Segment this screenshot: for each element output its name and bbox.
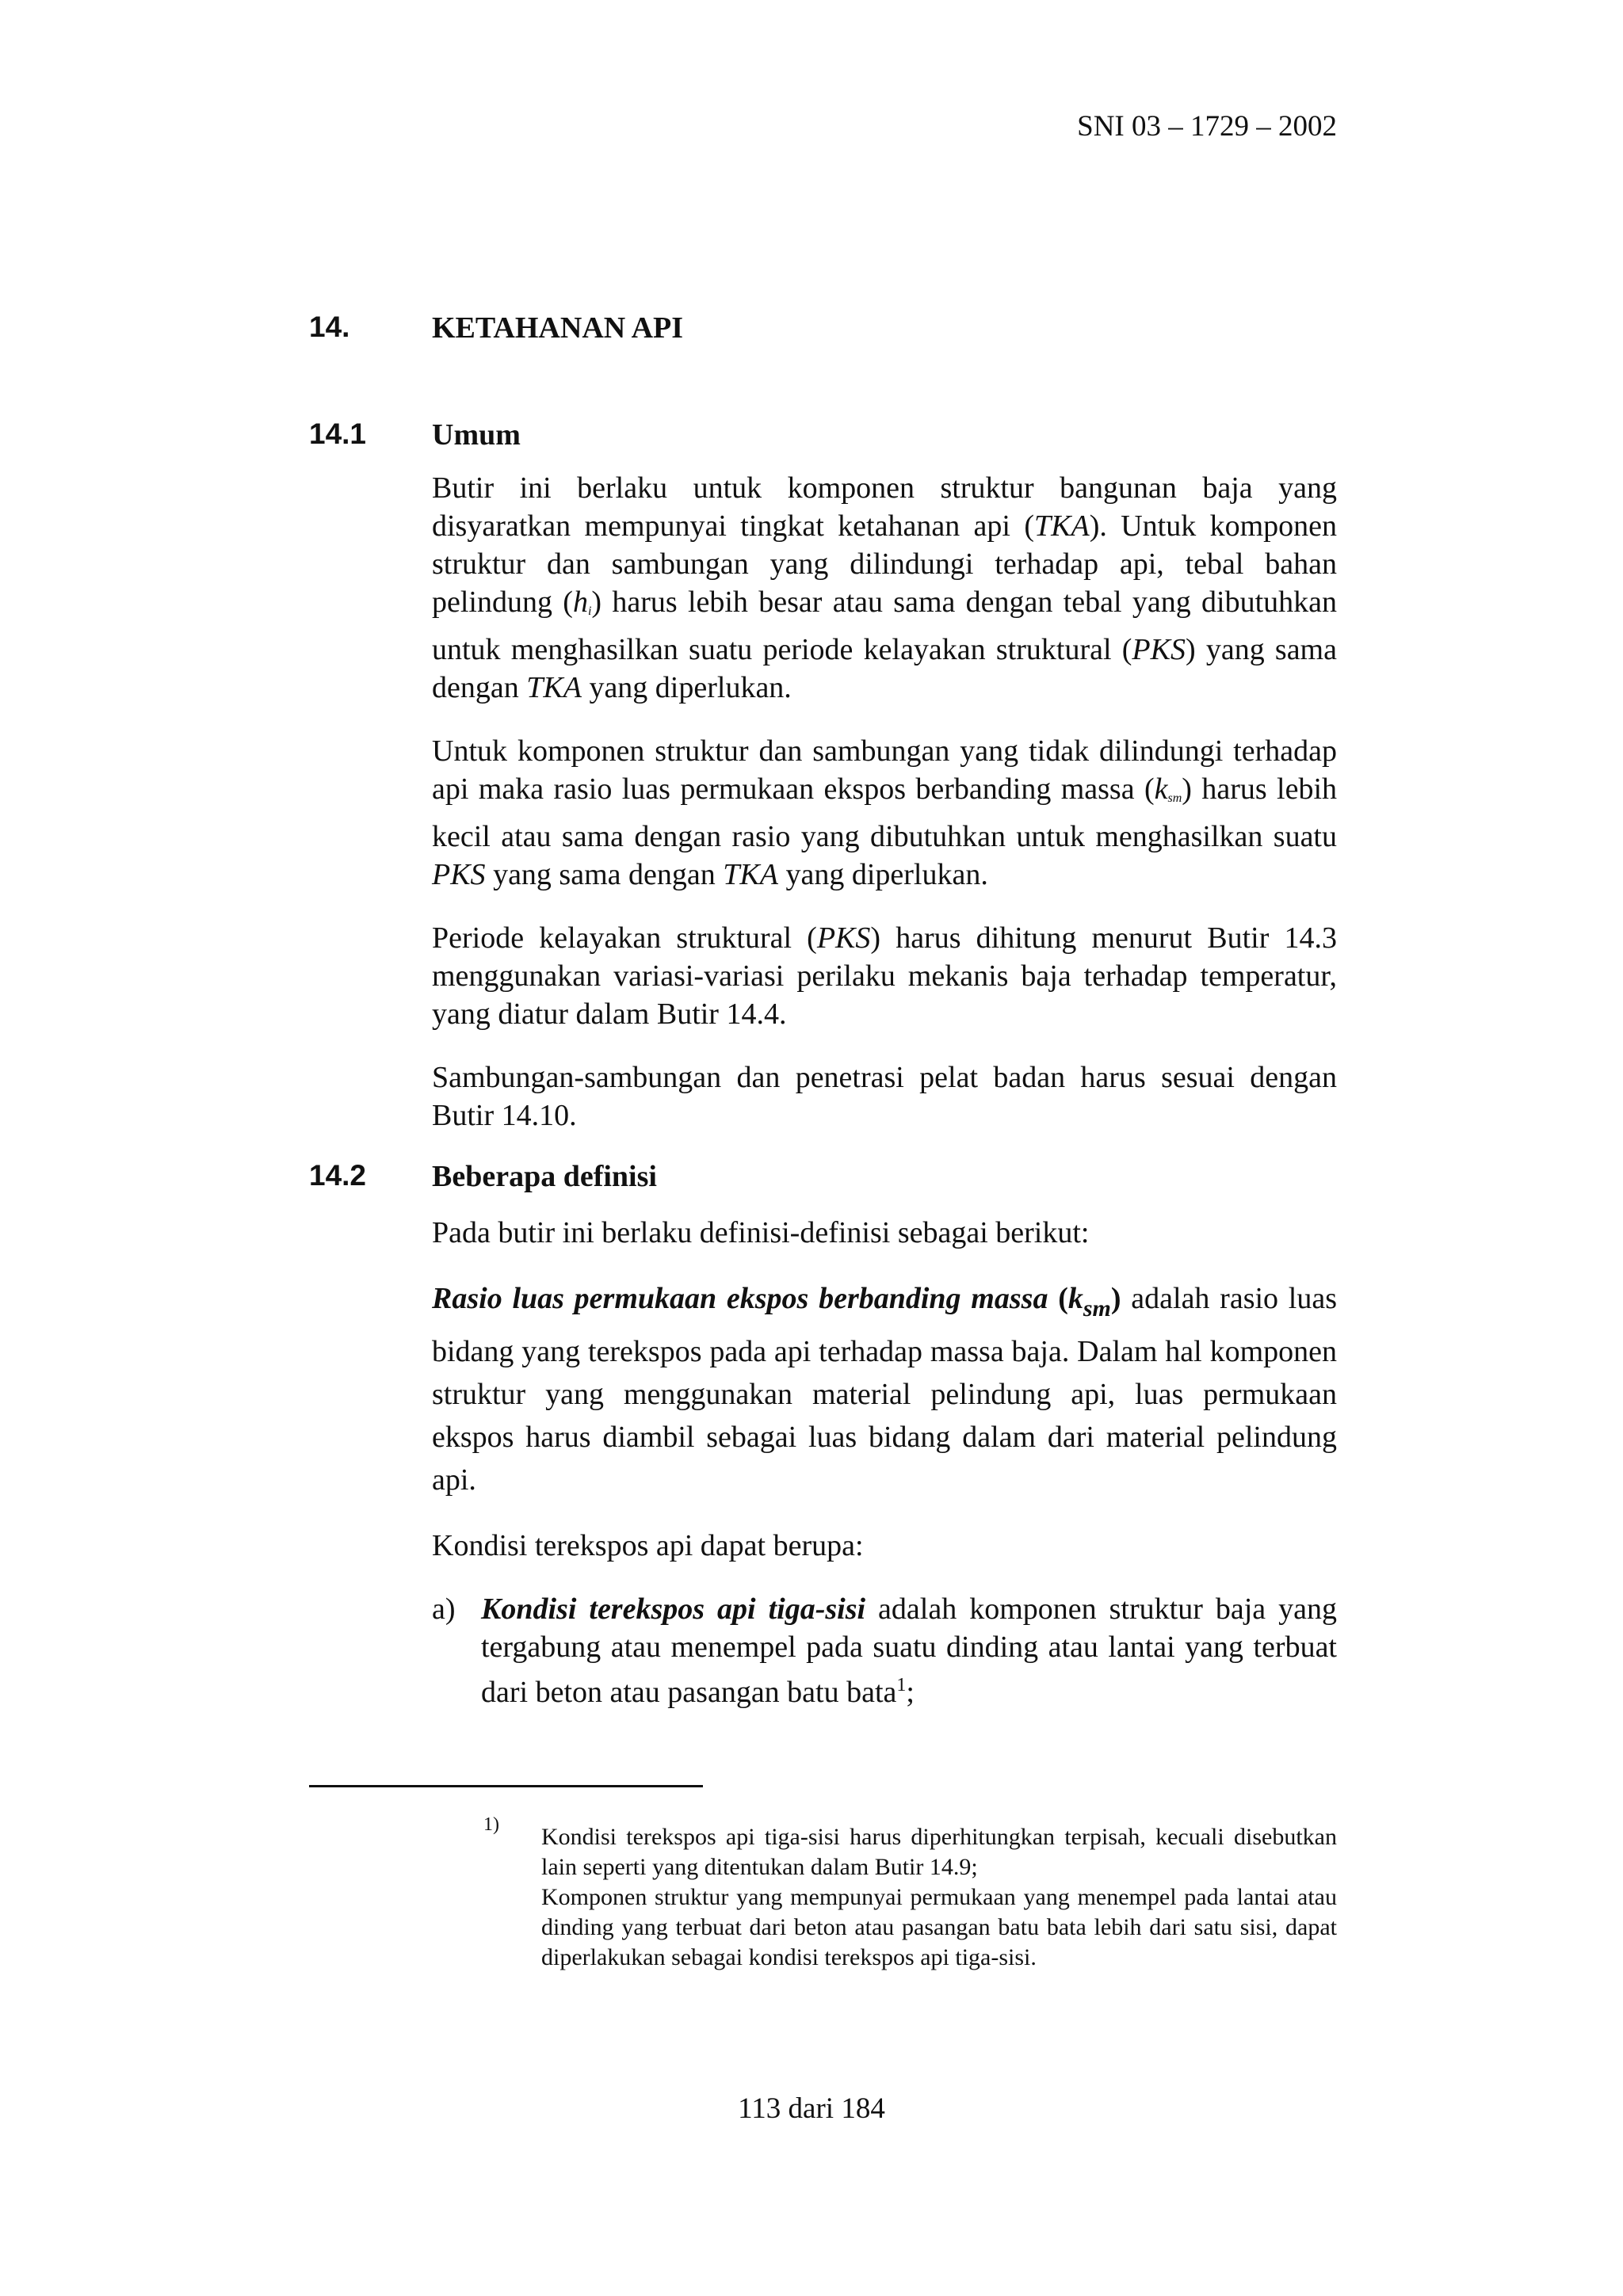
footnote-line-2: Komponen struktur yang mempunyai permukaan yang menempel pada lantai atau dinding yang terbuat dari beton atau pasangan batu bata lebih dari satu sisi, dapat diperlakukan sebagai kondisi terekspos api tiga-sisi. [541,1884,1337,1970]
document-id-header: SNI 03 – 1729 – 2002 [1077,110,1337,143]
subsection-14-1-body [432,469,1337,1160]
exposure-conditions-intro: Kondisi terekspos api dapat berupa: [432,1529,864,1562]
definitions-intro: Pada butir ini berlaku definisi-definisi sebagai berikut: [432,1216,1090,1249]
paragraph-2: Untuk komponen struktur dan sambungan yang tidak dilindungi terhadap api maka rasio luas permukaan ekspos berbanding massa $(k_{sm})$ harus lebih kecil atau sama dengan rasio yang dibutuhkan untuk menghasilkan suatu PKS yang sama dengan TKA yang diperlukan. [432,734,1338,891]
section-number: 14. [309,311,350,343]
footnote-line-1: Kondisi terekspos api tiga-sisi harus diperhitungkan terpisah, kecuali disebutkan lain seperti yang ditentukan dalam Butir 14.9; [541,1824,1337,1880]
paragraph-4: Sambungan-sambungan dan penetrasi pelat badan harus sesuai dengan Butir 14.10. [432,1061,1337,1132]
subsection-14-2-body [432,1214,1337,1711]
list-item-a: a) Kondisi terekspos api tiga-sisi adalah komponen struktur baja yang tergabung atau menempel pada suatu dinding atau lantai yang terbuat dari beton atau pasangan batu bata$^1$; [432,1590,1337,1711]
footnote-separator [309,1785,703,1787]
subsection-title-umum: Umum [432,418,521,452]
footnote-reference: 1 [896,1675,907,1695]
subsection-number-14-2: 14.2 [309,1159,367,1192]
paragraph-3: Periode kelayakan struktural (PKS) harus dihitung menurut Butir 14.3 menggunakan variasi-variasi perilaku mekanis baja terhadap temperatur, yang diatur dalam Butir 14.4. [432,921,1337,1031]
footnote-mark: 1) [483,1814,499,1835]
definition-ksm: Rasio luas permukaan ekspos berbanding massa $(k_{sm})$ adalah rasio luas bidang yang terekspos pada api terhadap massa baja. Dalam hal komponen struktur yang menggunakan material pelindung api, luas permukaan ekspos harus diambil sebagai luas bidang dalam dari material pelindung api. [432,1282,1338,1497]
footnote-text [541,1822,1337,1973]
page-number: 113 dari 184 [738,2092,885,2125]
subsection-title-definisi: Beberapa definisi [432,1160,657,1193]
list-item-label: a) [432,1592,456,1626]
paragraph-1: Butir ini berlaku untuk komponen struktur bangunan baja yang disyaratkan mempunyai tingkat ketahanan api (TKA). Untuk komponen struktur dan sambungan yang dilindungi terhadap api, tebal bahan pelindung $(h_i)$ harus lebih besar atau sama dengan tebal yang dibutuhkan untuk menghasilkan suatu periode kelayakan struktural (PKS) yang sama dengan TKA yang diperlukan. [432,471,1337,704]
subsection-number-14-1: 14.1 [309,418,367,450]
section-title: KETAHANAN API [432,311,684,345]
